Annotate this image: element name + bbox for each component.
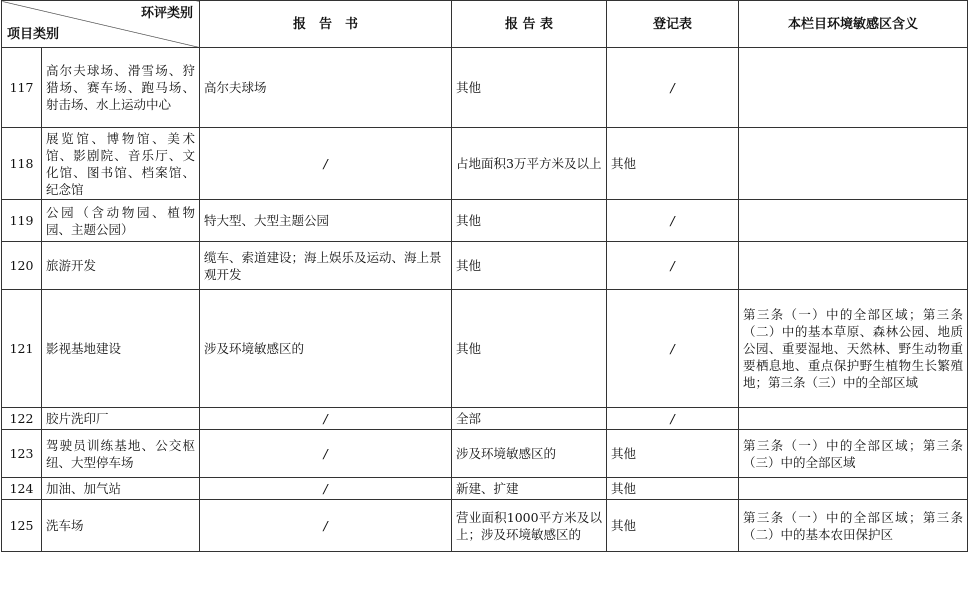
report-table-cell: 其他 (452, 242, 607, 290)
sensitive-area-cell (739, 242, 968, 290)
project-category: 公园（含动物园、植物园、主题公园） (42, 200, 200, 242)
row-number: 122 (2, 408, 42, 430)
project-category: 影视基地建设 (42, 290, 200, 408)
register-form-cell: 其他 (607, 500, 739, 552)
register-form-cell: / (607, 408, 739, 430)
table-body (2, 1, 968, 552)
row-number: 118 (2, 128, 42, 200)
register-form-cell: / (607, 242, 739, 290)
report-book-cell: / (200, 128, 452, 200)
project-category: 洗车场 (42, 500, 200, 552)
row-number: 123 (2, 430, 42, 478)
project-category: 胶片洗印厂 (42, 408, 200, 430)
report-table-cell: 其他 (452, 48, 607, 128)
report-book-cell: / (200, 478, 452, 500)
register-form-cell: / (607, 48, 739, 128)
table-row (2, 408, 968, 430)
table-row (2, 290, 968, 408)
register-form-cell: 其他 (607, 430, 739, 478)
report-table-cell: 涉及环境敏感区的 (452, 430, 607, 478)
report-table-cell: 全部 (452, 408, 607, 430)
environmental-assessment-table (1, 0, 968, 552)
header-sensitive-area: 本栏目环境敏感区含义 (739, 1, 968, 48)
row-number: 120 (2, 242, 42, 290)
table-row (2, 128, 968, 200)
sensitive-area-cell (739, 128, 968, 200)
report-book-cell: 涉及环境敏感区的 (200, 290, 452, 408)
table-row (2, 478, 968, 500)
project-category: 高尔夫球场、滑雪场、狩猎场、赛车场、跑马场、射击场、水上运动中心 (42, 48, 200, 128)
header-assessment-category: 环评类别 (140, 6, 193, 21)
table-row (2, 242, 968, 290)
header-report-table: 报 告 表 (452, 1, 607, 48)
register-form-cell: / (607, 200, 739, 242)
register-form-cell: 其他 (607, 478, 739, 500)
sensitive-area-cell (739, 200, 968, 242)
report-table-cell: 占地面积3万平方米及以上 (452, 128, 607, 200)
sensitive-area-cell (739, 48, 968, 128)
table-row (2, 200, 968, 242)
header-report-book: 报 告 书 (200, 1, 452, 48)
sensitive-area-cell: 第三条（一）中的全部区域；第三条（二）中的基本草原、森林公园、地质公园、重要湿地、天然林、野生动物重要栖息地、重点保护野生植物生长繁殖地；第三条（三）中的全部区域 (739, 290, 968, 408)
report-book-cell: 高尔夫球场 (200, 48, 452, 128)
table-row (2, 500, 968, 552)
row-number: 125 (2, 500, 42, 552)
register-form-cell: / (607, 290, 739, 408)
project-category: 旅游开发 (42, 242, 200, 290)
register-form-cell: 其他 (607, 128, 739, 200)
project-category: 加油、加气站 (42, 478, 200, 500)
project-category: 展览馆、博物馆、美术馆、影剧院、音乐厅、文化馆、图书馆、档案馆、纪念馆 (42, 128, 200, 200)
row-number: 119 (2, 200, 42, 242)
report-table-cell: 其他 (452, 200, 607, 242)
report-table-cell: 新建、扩建 (452, 478, 607, 500)
sensitive-area-cell (739, 478, 968, 500)
sensitive-area-cell (739, 408, 968, 430)
project-category: 驾驶员训练基地、公交枢纽、大型停车场 (42, 430, 200, 478)
header-row (2, 1, 968, 48)
sensitive-area-cell: 第三条（一）中的全部区域；第三条（三）中的全部区域 (739, 430, 968, 478)
report-book-cell: / (200, 500, 452, 552)
diagonal-header-cell (2, 1, 200, 48)
report-book-cell: / (200, 408, 452, 430)
report-table-cell: 其他 (452, 290, 607, 408)
report-table-cell: 营业面积1000平方米及以上；涉及环境敏感区的 (452, 500, 607, 552)
report-book-cell: / (200, 430, 452, 478)
header-project-category: 项目类别 (7, 27, 60, 42)
header-register-form: 登记表 (607, 1, 739, 48)
row-number: 121 (2, 290, 42, 408)
table-row (2, 430, 968, 478)
row-number: 117 (2, 48, 42, 128)
sensitive-area-cell: 第三条（一）中的全部区域；第三条（二）中的基本农田保护区 (739, 500, 968, 552)
report-book-cell: 特大型、大型主题公园 (200, 200, 452, 242)
table-row (2, 48, 968, 128)
row-number: 124 (2, 478, 42, 500)
report-book-cell: 缆车、索道建设；海上娱乐及运动、海上景观开发 (200, 242, 452, 290)
